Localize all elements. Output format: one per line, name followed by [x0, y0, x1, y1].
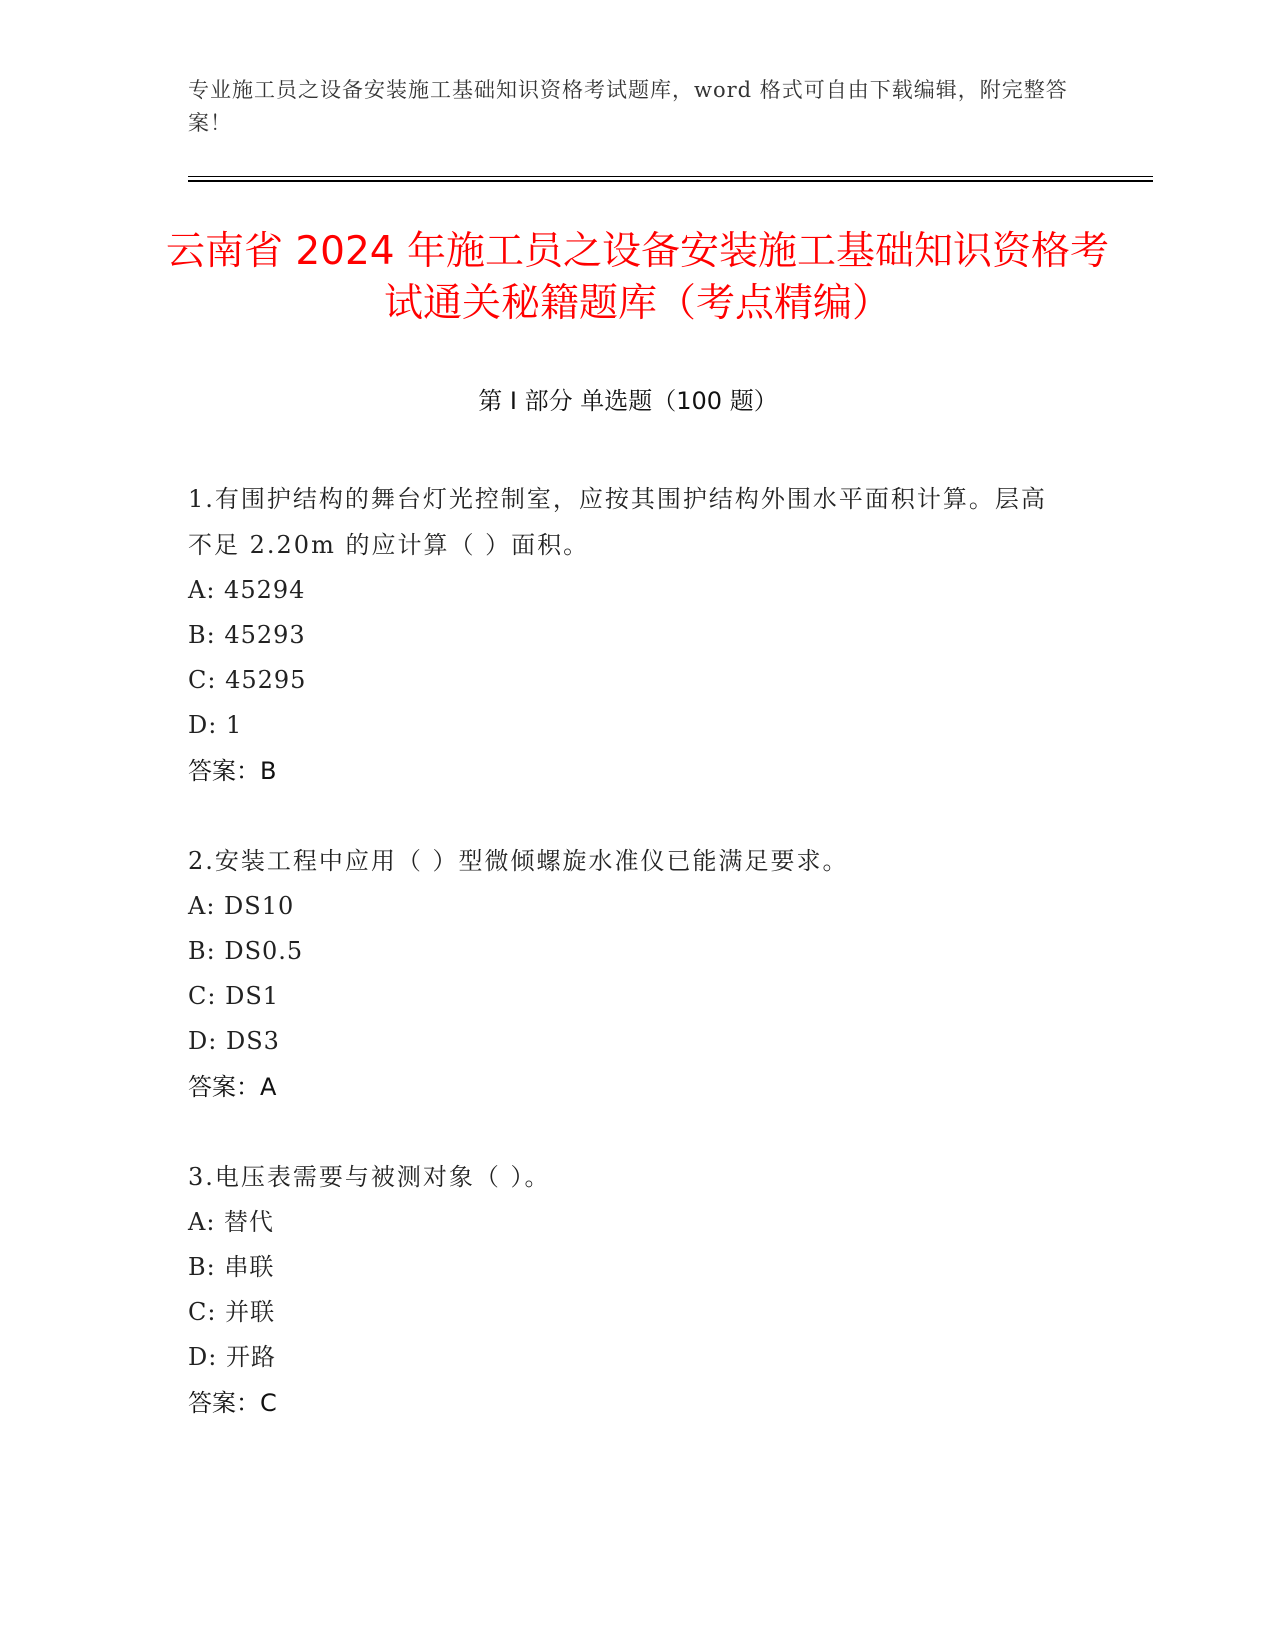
question-list [188, 476, 1068, 1470]
option-a: A: 45294 [188, 576, 306, 604]
question-2 [188, 838, 1068, 1110]
option-b: B: 串联 [188, 1253, 275, 1281]
option-b: B: DS0.5 [188, 937, 304, 965]
question-stem: 1.有围护结构的舞台灯光控制室，应按其围护结构外围水平面积计算。层高不足 2.20m 的应计算（ ）面积。 [188, 485, 1047, 559]
option-d: D: 开路 [188, 1343, 276, 1371]
option-c: C: 45295 [188, 666, 307, 694]
question-3 [188, 1154, 1068, 1426]
question-stem: 2.安装工程中应用（ ）型微倾螺旋水准仪已能满足要求。 [188, 847, 849, 875]
option-d: D: 1 [188, 711, 243, 739]
option-a: A: 替代 [188, 1208, 275, 1236]
header-divider-thin [188, 176, 1153, 177]
option-d: D: DS3 [188, 1027, 280, 1055]
option-b: B: 45293 [188, 621, 306, 649]
option-c: C: DS1 [188, 982, 280, 1010]
document-title: 云南省 2024 年施工员之设备安装施工基础知识资格考试通关秘籍题库（考点精编） [165, 229, 1110, 326]
document-header-note: 专业施工员之设备安装施工基础知识资格考试题库，word 格式可自由下载编辑，附完整答案！ [188, 78, 1068, 135]
answer: 答案：C [188, 1389, 277, 1417]
question-stem: 3.电压表需要与被测对象（ ）。 [188, 1163, 551, 1191]
header-divider-thick [188, 180, 1153, 182]
question-1 [188, 476, 1068, 794]
answer: 答案：B [188, 757, 277, 785]
option-c: C: 并联 [188, 1298, 276, 1326]
answer: 答案：A [188, 1073, 277, 1101]
option-a: A: DS10 [188, 892, 295, 920]
section-title: 第 I 部分 单选题（100 题） [478, 387, 778, 415]
